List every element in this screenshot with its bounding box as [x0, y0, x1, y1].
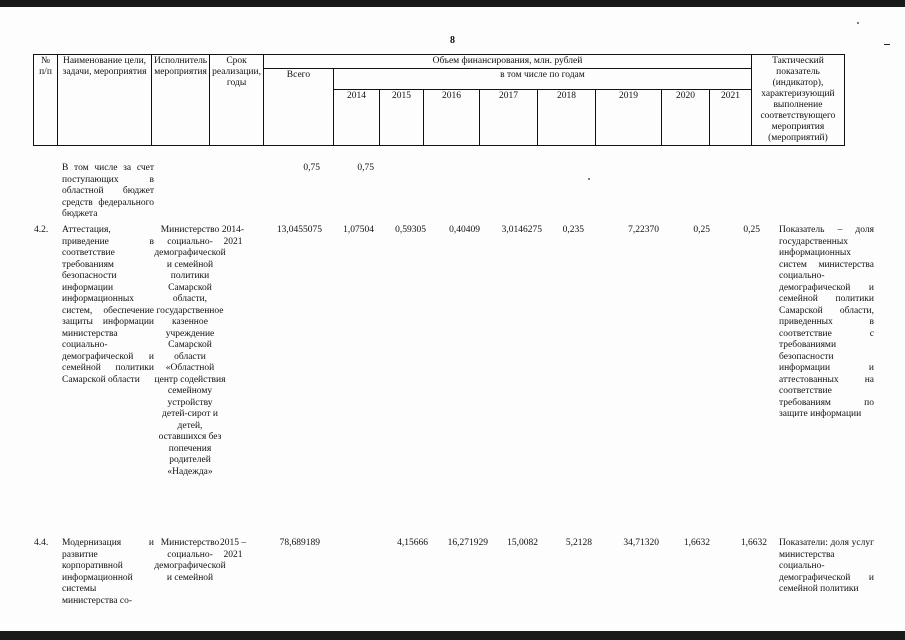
row-year-2017: 15,0082: [507, 538, 538, 548]
header-indicator: Тактический показатель (индикатор), характеризующий выполнение соответствующего мероприятия (мероприятий): [751, 55, 844, 146]
row-total: 78,689189: [279, 538, 320, 548]
row-year-2018: 0,235: [562, 225, 584, 235]
header-year: 2017: [479, 90, 537, 146]
header-year: 2020: [661, 90, 709, 146]
top-scan-border: [0, 0, 905, 7]
row-year-2016: 0,40409: [449, 225, 480, 235]
header-year: 2015: [379, 90, 423, 146]
scan-speck: [857, 22, 859, 24]
bottom-scan-border: [0, 631, 905, 640]
table-header: [33, 54, 845, 146]
row-year-2021: 0,25: [743, 225, 760, 235]
page-number: 8: [450, 35, 455, 46]
header-total: Всего: [263, 69, 333, 146]
row-number: 4.2.: [34, 225, 49, 235]
row-name: Аттестация, приведение в соответствие требованиям безопасности информации информационных систем, обеспечение защиты информации министерства социально-демографической и семейной политики Самарской области: [62, 225, 154, 385]
row-year-2019: 34,71320: [623, 538, 659, 548]
header-year: 2014: [333, 90, 379, 146]
row-year-2021: 1,6632: [740, 538, 767, 548]
row-indicator: Показатель – доля государственных информационных систем министерства социально-демографической и семейной политики Самарской области, приведенных в соответствие с требованиями безопасности информации и аттестованных на соответствие требованиям по защите информации: [779, 225, 874, 419]
row-total: 0,75: [303, 163, 320, 173]
row-executor: Министерство социально-демографической и семейной политики Самарской области, государственное казенное учреждение Самарской области «Областной центр содействия семейному устройству детей-сирот и детей, оставшихся без попечения родителей «Надежда»: [154, 225, 226, 477]
row-name: В том числе за счет поступающих в областной бюджет средств федерального бюджета: [62, 163, 154, 219]
header-executor: Исполнитель мероприятия: [152, 55, 210, 146]
row-executor: Министерство социально-демографической и семейной: [154, 538, 226, 583]
header-no: № п/п: [34, 55, 58, 146]
row-term: 2015 – 2021: [219, 538, 247, 560]
row-year-2015: 0,59305: [395, 225, 426, 235]
header-name: Наименование цели, задачи, мероприятия: [58, 55, 152, 146]
row-year-2020: 1,6632: [683, 538, 710, 548]
header-term: Срок реализации, годы: [210, 55, 264, 146]
row-indicator: Показатели: доля услуг министерства социально-демографической и семейной политики: [779, 538, 874, 594]
row-number: 4.4.: [34, 538, 49, 548]
header-year: 2019: [595, 90, 661, 146]
scan-speck: [588, 178, 590, 180]
row-year-2019: 7,22370: [628, 225, 659, 235]
header-year: 2018: [537, 90, 595, 146]
row-year-2017: 3,0146275: [501, 225, 542, 235]
header-year: 2021: [709, 90, 751, 146]
row-year-2016: 16,271929: [447, 538, 488, 548]
row-term: 2014-2021: [221, 225, 245, 247]
row-year-2014: 0,75: [357, 163, 374, 173]
header-year: 2016: [423, 90, 479, 146]
margin-mark: [884, 44, 890, 45]
row-year-2014: 1,07504: [343, 225, 374, 235]
row-year-2020: 0,25: [693, 225, 710, 235]
row-name: Модернизация и развитие корпоративной информационной системы министерства со-: [62, 538, 154, 606]
row-total: 13,0455075: [276, 225, 322, 235]
row-year-2018: 5,2128: [565, 538, 592, 548]
header-funding: Объем финансирования, млн. рублей: [263, 55, 751, 69]
row-year-2015: 4,15666: [397, 538, 428, 548]
header-by-years: в том числе по годам: [333, 69, 751, 90]
